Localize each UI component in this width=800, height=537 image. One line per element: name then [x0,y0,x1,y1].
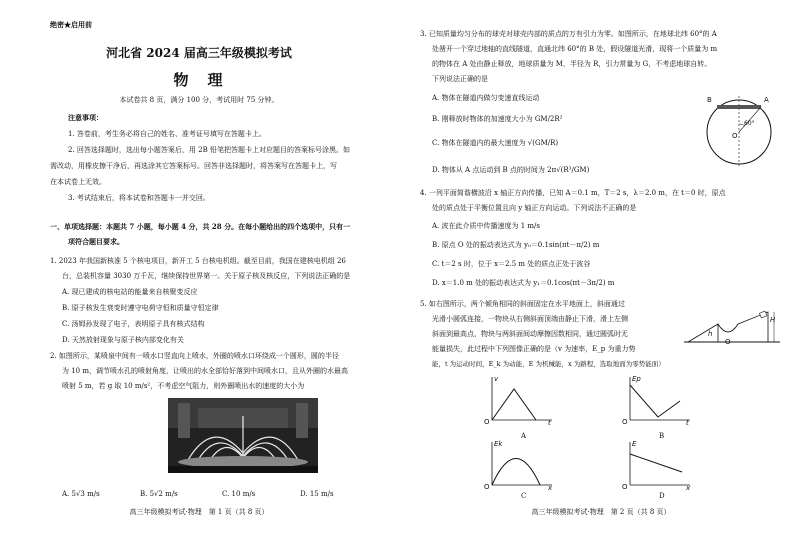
graph-b-letter: B [659,432,665,440]
subject-title: 物 理 [173,71,225,89]
notes-title: 注意事项： [68,113,103,122]
question-3-option-b: B. 刚释放时物体的加速度大小为 GM/2R² [432,115,563,123]
question-5-text: 光滑小圆弧连接，一物块从右侧斜面顶端由静止下滑，滑上左侧 [432,315,628,323]
question-4-text: 处的质点处于平衡位置且向 y 轴正方向运动。下列说法不正确的是 [432,204,637,212]
left-page [0,0,398,537]
question-4-option-c: C. t＝2 s 时，位于 x＝2.5 m 处的质点正处于波谷 [432,260,591,268]
question-1-option-a: A. 现已建成的核电站的能量来自核聚变反应 [62,288,198,296]
section-heading: 项符合题目要求。 [68,237,124,246]
question-3-text: 3. 已知质量均匀分布的球壳对球壳内部的质点的万有引力为零。如图所示，在地球北纬 60°的 A [420,30,717,38]
note-line: 需改动，用橡皮擦干净后，再选涂其它答案标号。回答非选择题时，将答案写在答题卡上，写 [50,162,337,170]
question-4-text: 4. 一列平面简谐横波沿 x 轴正方向传播，已知 A＝0.1 m，T＝2 s，λ＝2.0 m，在 t＝0 时，原点 [420,189,726,197]
figure-label-o: O [732,132,738,140]
graph-a-letter: A [521,432,527,440]
graph-c-letter: C [521,492,527,500]
question-2-option-c: C. 10 m/s [222,490,256,498]
note-line: 在本试卷上无效。 [50,178,106,186]
fountain-photo [168,398,318,473]
question-2-option-d: D. 15 m/s [300,490,334,498]
graph-d-ylabel: E [632,440,637,448]
graph-d [622,440,692,495]
question-1-option-d: D. 天然放射现象与原子核内部变化有关 [62,336,184,344]
graph-c-xlabel: x [548,484,553,492]
exam-title: 河北省 2024 届高三年级模拟考试 [106,46,292,60]
section-heading: 一、单项选择题：本题共 7 小题，每小题 4 分，共 28 分。在每小题给出的四个选项中，只有一 [50,222,351,231]
graph-c-ylabel: Ek [494,440,503,448]
graph-a-ylabel: v [494,375,499,383]
graph-d-letter: D [659,492,665,500]
page-footer: 高三年级模拟考试·物理 第 2 页（共 8 页） [531,508,671,516]
question-3-option-a: A. 物体在隧道内做匀变速直线运动 [432,94,540,102]
graph-b-ylabel: Ep [632,375,641,383]
graph-c [484,440,554,495]
graph-d-origin: O [622,483,628,491]
page-footer: 高三年级模拟考试·物理 第 1 页（共 8 页） [129,508,269,516]
graph-b-origin: O [622,418,628,426]
question-1-option-b: B. 原子核发生衰变时遵守电荷守恒和质量守恒定律 [62,304,219,312]
question-3-option-d: D. 物体从 A 点运动到 B 点的时间为 2π√(R³/GM) [432,166,590,174]
graph-b-xlabel: t [686,419,689,427]
graph-d-xlabel: x [686,484,691,492]
question-2-text: 为 10 m，调节喷水孔的喷射角度，让喷出的水全部恰好落到中间喷水口，且从外圈的水最高 [62,367,348,375]
question-3-text: 处凿开一个穿过地轴的直线隧道，直通北纬 60°的 B 处，假设隧道光滑，现将一个质量为 m [432,45,718,53]
question-5-text: 5. 如右图所示，两个倾角相同的斜面固定在水平地面上，斜面通过 [420,300,625,308]
question-4-option-d: D. x＝1.0 m 处的振动表达式为 y₁＝0.1cos(πt－3π/2) m [432,279,615,287]
figure-label-b: B [707,96,712,104]
note-line: 3. 考试结束后，将本试卷和答题卡一并交回。 [68,194,210,202]
question-1-text: 台，总装机容量 3030 万千瓦，继续保持世界第一。关于原子核及核反应，下列说法正确的是 [62,272,351,280]
figure-label-h-large: H [770,316,776,324]
question-3-text: 的物体在 A 处由静止释放，地球质量为 M，半径为 R，引力常量为 G，不考虑地球自转。 [432,60,712,68]
figure-label-o: O [725,338,731,346]
question-2-option-b: B. 5√2 m/s [140,490,178,498]
graph-a-xlabel: t [548,419,551,427]
graph-b [622,375,692,430]
question-2-option-a: A. 5√3 m/s [62,490,100,498]
figure-label-angle: 60° [744,120,755,127]
question-5-text: 能量损失，此过程中下列图像正确的是（v 为速率，E_p 为重力势 [432,345,636,353]
question-3-option-c: C. 物体在隧道内的最大速度为 √(GM/R) [432,139,559,147]
note-line: 1. 答卷前，考生务必将自己的姓名、准考证号填写在答题卡上。 [68,130,266,138]
inclined-planes-figure [684,310,780,348]
graph-a-origin: O [484,418,490,426]
exam-info: 本试卷共 8 页，满分 100 分，考试用时 75 分钟。 [119,96,279,104]
earth-tunnel-figure [702,90,777,170]
right-page [402,0,800,537]
question-3-text: 下列说法正确的是 [432,75,488,83]
question-5-text: 斜面到最高点，物块与两斜面间动摩擦因数相同，通过圆弧时无 [432,330,628,338]
question-4-option-a: A. 波在此介质中传播速度为 1 m/s [432,222,540,230]
question-4-option-b: B. 原点 O 处的振动表达式为 y₀＝0.1sin(πt－π/2) m [432,241,600,249]
graph-c-origin: O [484,483,490,491]
secret-label: 绝密★启用前 [50,20,92,29]
question-2-text: 喷射 5 m，若 g 取 10 m/s²，不考虑空气阻力，则外圈喷出水的速度的大小为 [62,382,305,390]
figure-label-a: A [764,96,769,104]
question-1-text: 1. 2023 年我国新核准 5 个核电项目，新开工 5 台核电机组。截至目前，我国在建核电机组 26 [50,257,346,265]
question-5-text: 能，t 为运动时间，E_k 为动能，E 为机械能，x 为路程，选取地面为零势能面） [432,360,665,368]
question-2-text: 2. 如图所示，某喷泉中间有一喷水口竖直向上喷水，外圈的喷水口环绕成一个圆形，圆的半径 [50,352,339,360]
graph-a [484,375,554,430]
figure-label-h-small: h [708,330,713,338]
note-line: 2. 回答选择题时，选出每小题答案后，用 2B 铅笔把答题卡上对应题目的答案标号涂黑。如 [68,146,350,154]
question-1-option-c: C. 汤姆孙发现了电子，表明原子具有核式结构 [62,320,205,328]
